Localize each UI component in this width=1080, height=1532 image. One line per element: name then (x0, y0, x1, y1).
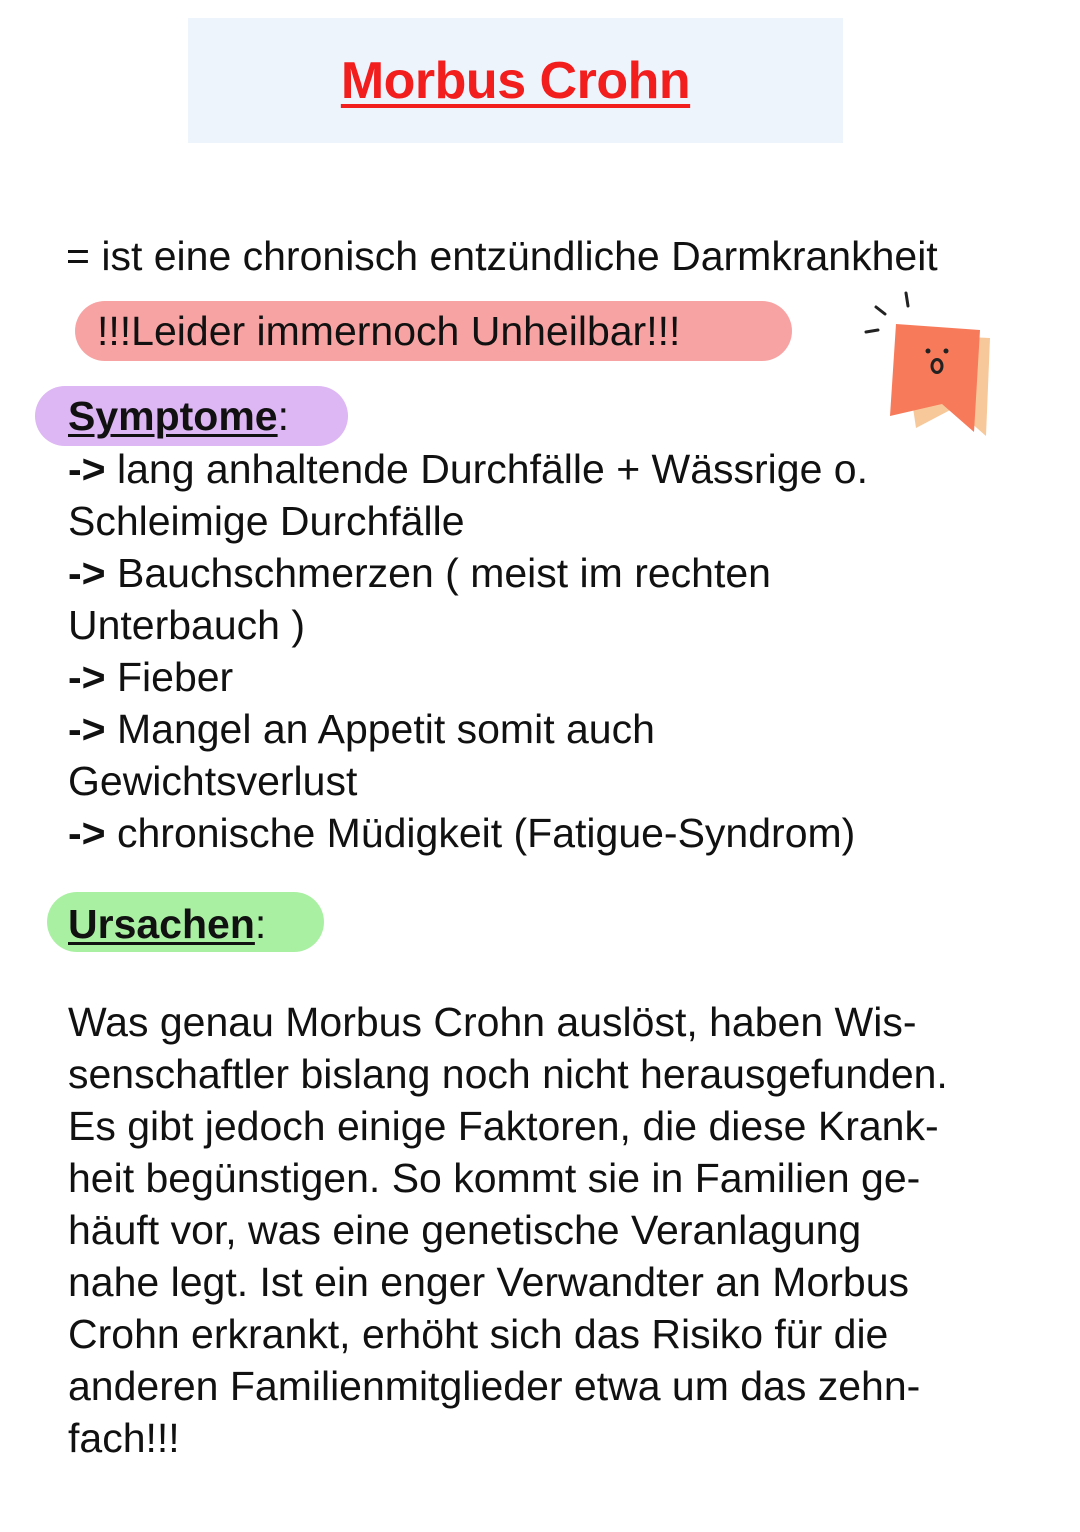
symptom-text: lang anhaltende Durchfälle + Wässrige o. (105, 446, 868, 492)
list-item (68, 443, 968, 495)
arrow-marker: -> (68, 810, 106, 856)
symptom-text: Schleimige Durchfälle (68, 498, 465, 544)
causes-paragraph (68, 996, 1043, 1464)
paragraph-line: Crohn erkrankt, erhöht sich das Risiko für die (68, 1311, 889, 1357)
paragraph-line: heit begünstigen. So kommt sie in Familien ge- (68, 1155, 921, 1201)
symptom-heading (68, 390, 289, 442)
symptom-text: Bauchschmerzen ( meist im rechten (105, 550, 771, 596)
symptom-text: Fieber (105, 654, 234, 700)
list-item (68, 807, 968, 859)
definition-text: = ist eine chronisch entzündliche Darmkrankheit (66, 233, 938, 279)
arrow-marker: -> (68, 706, 106, 752)
paragraph-line: fach!!! (68, 1415, 180, 1461)
symptom-list (68, 443, 968, 859)
list-item (68, 703, 968, 755)
list-item (68, 495, 968, 547)
causes-heading-label: Ursachen (68, 901, 255, 947)
symptom-text: chronische Müdigkeit (Fatigue-Syndrom) (105, 810, 856, 856)
paragraph-line: nahe legt. Ist ein enger Verwandter an Morbus (68, 1259, 910, 1305)
list-item (68, 599, 968, 651)
symptom-heading-colon: : (277, 393, 290, 439)
list-item (68, 547, 968, 599)
sticker-eye (944, 349, 949, 354)
arrow-marker: -> (68, 550, 106, 596)
arrow-marker: -> (68, 446, 106, 492)
paragraph-line: Es gibt jedoch einige Faktoren, die diese Krank- (68, 1103, 939, 1149)
symptom-text: Unterbauch ) (68, 602, 306, 648)
warning-text: !!!Leider immernoch Unheilbar!!! (97, 308, 681, 354)
spark-line (876, 307, 885, 314)
surprised-flag-sticker-icon (858, 288, 998, 438)
causes-heading-colon: : (254, 901, 267, 947)
list-item (68, 651, 968, 703)
symptom-text: Gewichtsverlust (68, 758, 358, 804)
paragraph-line: Was genau Morbus Crohn auslöst, haben Wis- (68, 999, 917, 1045)
list-item (68, 755, 968, 807)
title-box (188, 18, 843, 143)
sticker-eye (926, 349, 931, 354)
spark-line (906, 293, 908, 306)
paragraph-line: häuft vor, was eine genetische Veranlagung (68, 1207, 862, 1253)
causes-heading (68, 898, 266, 950)
symptom-text: Mangel an Appetit somit auch (105, 706, 655, 752)
arrow-marker: -> (68, 654, 106, 700)
spark-line (866, 330, 878, 332)
symptom-heading-label: Symptome (68, 393, 278, 439)
paragraph-line: senschaftler bislang noch nicht herausgefunden. (68, 1051, 948, 1097)
paragraph-line: anderen Familienmitglieder etwa um das zehn- (68, 1363, 921, 1409)
page-title: Morbus Crohn (340, 51, 691, 110)
